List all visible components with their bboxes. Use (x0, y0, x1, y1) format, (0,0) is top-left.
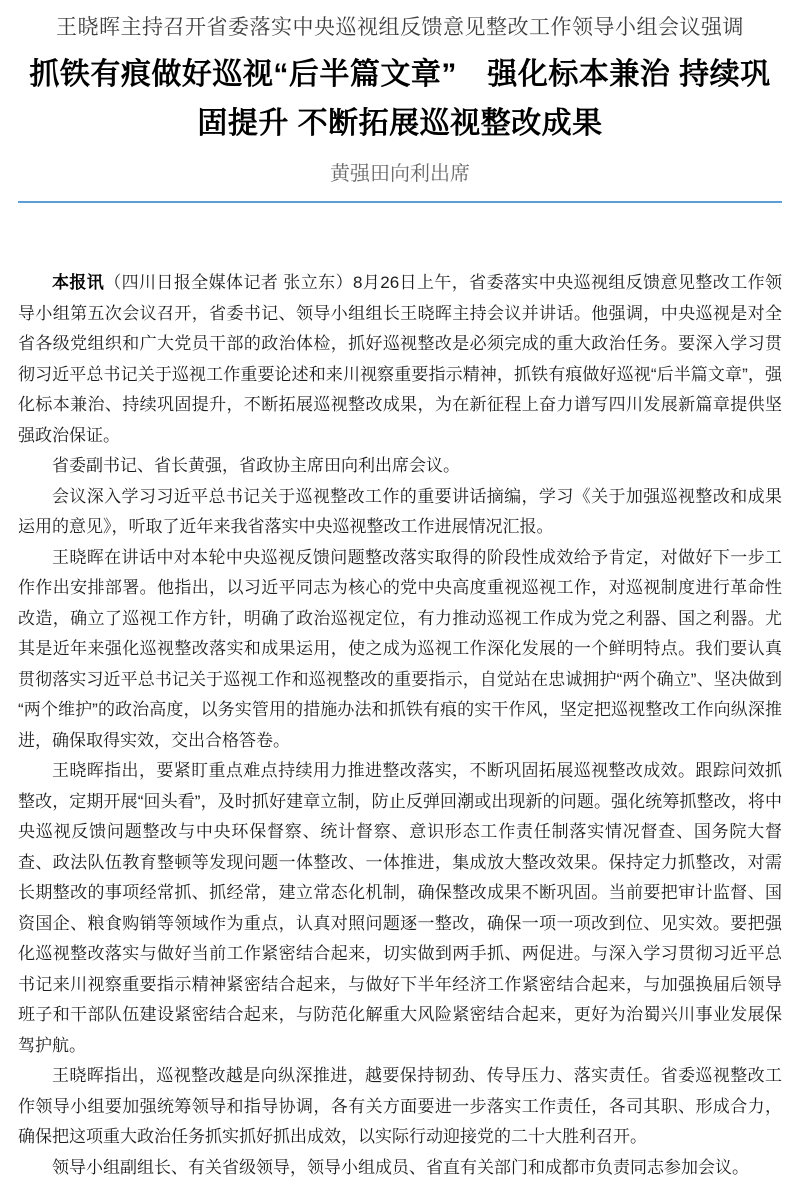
article-header (18, 11, 782, 203)
paragraph (18, 268, 782, 451)
paragraph (18, 1061, 782, 1153)
headline: 抓铁有痕做好巡视“后半篇文章” 强化标本兼治 持续巩固提升 不断拓展巡视整改成果 (18, 50, 782, 148)
article-body (18, 268, 782, 1183)
paragraph-text: 王晓晖在讲话中对本轮中央巡视反馈问题整改落实取得的阶段性成效给予肯定，对做好下一步工作作出安排部署。他指出，以习近平同志为核心的党中央高度重视巡视工作，对巡视制度进行革命性改造，确立了巡视工作方针，明确了政治巡视定位，有力推动巡视工作成为党之利器、国之利器。尤其是近年来强化巡视整改落实和成果运用，使之成为巡视工作深化发展的一个鲜明特点。我们要认真贯彻落实习近平总书记关于巡视工作和巡视整改的重要指示，自觉站在忠诚拥护“两个确立”、坚决做到“两个维护”的政治高度，以务实管用的措施办法和抓铁有痕的实干作风，坚定把巡视整改工作向纵深推进，确保取得实效，交出合格答卷。 (18, 548, 782, 750)
paragraph-text: （四川日报全媒体记者 张立东）8月26日上午，省委落实中央巡视组反馈意见整改工作领导小组第五次会议召开，省委书记、领导小组组长王晓晖主持会议并讲话。他强调，中央巡视是对全省各级党组织和广大党员干部的政治体检，抓好巡视整改是必须完成的重大政治任务。要深入学习贯彻习近平总书记关于巡视工作重要论述和来川视察重要指示精神，抓铁有痕做好巡视“后半篇文章”，强化标本兼治、持续巩固提升，不断拓展巡视整改成果，为在新征程上奋力谱写四川发展新篇章提供坚强政治保证。 (18, 273, 782, 445)
kicker: 王晓晖主持召开省委落实中央巡视组反馈意见整改工作领导小组会议强调 (18, 11, 782, 41)
paragraph-text: 王晓晖指出，要紧盯重点难点持续用力推进整改落实，不断巩固拓展巡视整改成效。跟踪问效抓整改，定期开展“回头看”，及时抓好建章立制，防止反弹回潮或出现新的问题。强化统筹抓整改，将中央巡视反馈问题整改与中央环保督察、统计督察、意识形态工作责任制落实情况督查、国务院大督查、政法队伍教育整顿等发现问题一体整改、一体推进，集成放大整改效果。保持定力抓整改，对需长期整改的事项经常抓、抓经常，建立常态化机制，确保整改成果不断巩固。当前要把审计监督、国资国企、粮食购销等领域作为重点，认真对照问题逐一整改，确保一项一项改到位、见实效。要把强化巡视整改落实与做好当前工作紧密结合起来，切实做到两手抓、两促进。与深入学习贯彻习近平总书记来川视察重要指示精神紧密结合起来，与做好下半年经济工作紧密结合起来，与加强换届后领导班子和干部队伍建设紧密结合起来，与防范化解重大风险紧密结合起来，更好为治蜀兴川事业发展保驾护航。 (18, 761, 782, 1055)
paragraph (18, 756, 782, 1061)
subtitle: 黄强田向利出席 (18, 157, 782, 186)
paragraph (18, 1153, 782, 1183)
paragraph-text: 会议深入学习习近平总书记关于巡视整改工作的重要讲话摘编，学习《关于加强巡视整改和成果运用的意见》，听取了近年来我省落实中央巡视整改工作进展情况汇报。 (18, 487, 782, 537)
paragraph (18, 451, 782, 482)
paragraph (18, 543, 782, 757)
paragraph-text: 省委副书记、省长黄强，省政协主席田向利出席会议。 (52, 456, 460, 475)
paragraph-text: 王晓晖指出，巡视整改越是向纵深推进，越要保持韧劲、传导压力、落实责任。省委巡视整改工作领导小组要加强统筹领导和指导协调，各有关方面要进一步落实工作责任，各司其职、形成合力，确保把这项重大政治任务抓实抓好抓出成效，以实际行动迎接党的二十大胜利召开。 (18, 1066, 782, 1146)
paragraph-text: 领导小组副组长、有关省级领导，领导小组成员、省直有关部门和成都市负责同志参加会议。 (52, 1158, 749, 1177)
lead-label: 本报讯 (52, 273, 104, 292)
paragraph (18, 482, 782, 543)
article-page (0, 11, 800, 1183)
header-divider (18, 201, 782, 203)
